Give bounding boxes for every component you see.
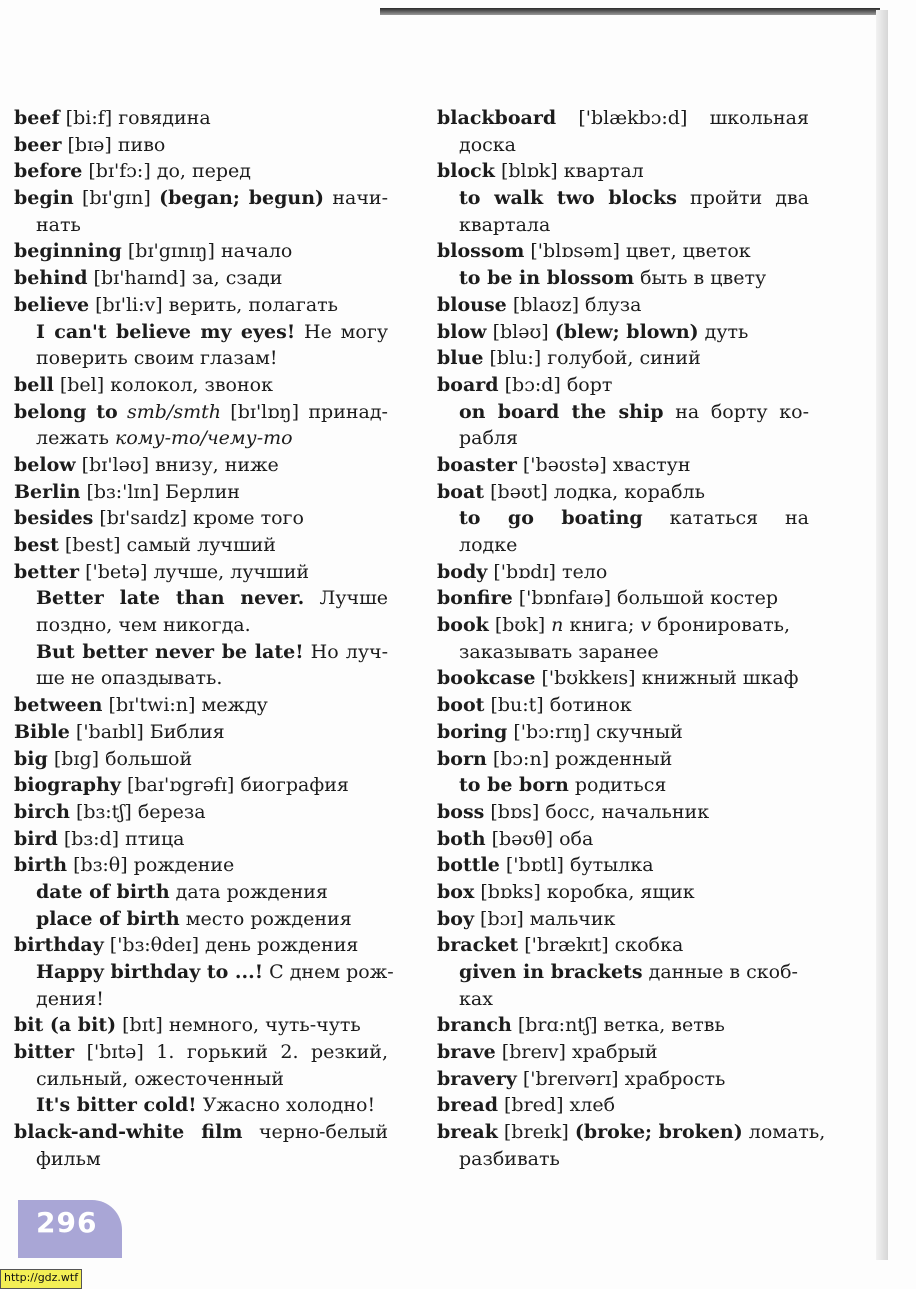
entry-text: родиться [568,774,667,797]
entry-text: [bel] колокол, звонок [53,373,273,396]
headword: boat [437,480,485,503]
headword: branch [437,1014,512,1037]
dictionary-line [437,1012,809,1039]
headword: before [14,160,83,183]
dictionary-line [14,826,388,853]
headword: (blew; blown) [554,320,699,343]
entry-text: ломать, [742,1121,826,1144]
dictionary-line [437,559,809,586]
dictionary-line [14,479,388,506]
dictionary-line [14,559,388,586]
dictionary-line [437,719,809,746]
headword: birch [14,800,70,823]
entry-text: ['bɒnfaɪə] большой костер [512,587,779,610]
headword: body [437,560,488,583]
dictionary-line [437,238,809,265]
dictionary-column-right [437,105,826,1173]
entry-text: ['bəʊstə] хвастун [516,453,691,476]
entry-text: [bəʊθ] оба [485,827,594,850]
entry-text: [blaʊz] блуза [506,293,642,316]
entry-text: [bɪ'gɪn] [73,187,160,210]
dictionary-line [14,1092,388,1119]
entry-text: данные в скоб- [642,961,798,983]
headword: bird [14,827,58,850]
entry-text: ['bɒdɪ] тело [487,560,608,583]
entry-text: Ужасно холодно! [196,1094,376,1117]
dictionary-line [437,158,809,185]
entry-text: [bɜ:d] птица [57,827,185,850]
headword: bracket [437,934,519,957]
dictionary-line [14,292,388,319]
entry-text: [bɪ'saɪdz] кроме того [93,507,304,530]
entry-text: [bɪə] пиво [61,133,166,156]
entry-text: быть в цвету [634,267,767,290]
dictionary-line [437,1066,809,1093]
dictionary-line [14,265,388,292]
headword: bottle [437,854,500,877]
headword: to be born [459,774,569,797]
headword: black-and-white film [14,1121,243,1144]
dictionary-line [437,265,809,292]
entry-text: поверить своим глазам! [36,347,278,370]
headword: better [14,560,80,583]
entry-text: [baɪ'ɒgrəfɪ] биография [120,774,349,797]
dictionary-line [437,665,809,692]
entry-text: [blɒk] квартал [494,160,644,183]
entry-text: [bɪg] большой [47,747,193,770]
entry-text: доска [459,133,516,156]
entry-text: [bləʊ] [486,320,555,343]
dictionary-line [14,719,388,746]
headword: book [437,614,489,637]
dictionary-line [437,1039,809,1066]
entry-text: ['bɔ:rɪŋ] скучный [507,720,683,743]
headword: boss [437,800,485,823]
dictionary-column-left [14,105,394,1173]
headword: blackboard [437,107,557,129]
headword: blouse [437,293,507,316]
entry-text: Но луч- [303,640,388,663]
entry-text: лодке [459,534,518,556]
dictionary-line [437,1092,809,1119]
dictionary-line [14,612,388,639]
watermark-link[interactable]: http://gdz.wtf [0,1269,82,1289]
headword: boy [437,907,474,930]
dictionary-line [14,345,388,372]
page-right-shadow [876,10,888,1260]
headword: brave [437,1041,496,1064]
dictionary-line [14,959,394,986]
dictionary-line [14,532,388,559]
dictionary-line [14,1066,388,1093]
dictionary-line [14,772,388,799]
entry-text: [bred] хлеб [497,1094,616,1117]
entry-text: С днем рож- [263,961,394,983]
headword: bravery [437,1067,517,1090]
dictionary-line [437,132,809,159]
headword: between [14,694,103,717]
dictionary-line [437,452,809,479]
entry-text: пройти два [676,187,809,210]
headword: break [437,1121,498,1144]
headword: to walk two blocks [459,187,677,210]
headword: believe [14,293,90,316]
dictionary-line [14,852,388,879]
headword: boot [437,694,485,717]
dictionary-line [14,1039,388,1066]
dictionary-line [14,105,388,132]
dictionary-line [437,692,809,719]
italic-note: кому-то/чему-то [115,427,293,450]
entry-text: нать [36,213,81,236]
italic-note: n [551,614,564,637]
entry-text: [bɒks] коробка, ящик [474,880,695,903]
headword: beef [14,107,60,129]
dictionary-line [437,585,809,612]
entry-text: [bɪ'twi:n] между [102,694,268,717]
entry-text: [bʊk] [488,614,552,637]
headword: blow [437,320,487,343]
dictionary-line [437,879,809,906]
headword: box [437,880,475,903]
entry-text: [bɜ:θ] рождение [67,854,235,877]
dictionary-line [437,852,809,879]
dictionary-line [14,639,388,666]
entry-text: ['baɪbl] Библия [69,720,225,743]
headword: blue [437,347,484,370]
entry-text: [bi:f] говядина [59,107,211,129]
entry-text: [bɜ:'lɪn] Берлин [80,480,240,503]
dictionary-line [14,585,388,612]
headword: best [14,534,59,556]
headword: beginning [14,240,122,263]
dictionary-line [14,238,388,265]
entry-text: квартала [459,213,551,236]
italic-note: smb/smth [127,400,221,423]
entry-text: [blu:] голубой, синий [483,347,701,370]
dictionary-line [14,399,388,426]
dictionary-line [437,1119,826,1146]
entry-text: [best] самый лучший [58,534,276,556]
entry-text: [breɪv] храбрый [495,1041,658,1064]
dictionary-line [14,986,388,1013]
dictionary-line [14,212,388,239]
dictionary-line [437,292,809,319]
dictionary-line [437,212,809,239]
dictionary-line [14,319,388,346]
entry-text: дата рождения [169,880,328,903]
dictionary-line [14,1146,388,1173]
entry-text: [bɪ'haɪnd] за, сзади [87,267,283,290]
entry-text: [bɪ'gɪnɪŋ] начало [121,240,293,263]
dictionary-line [14,452,388,479]
headword: Happy birthday to ...! [36,961,264,983]
entry-text: сильный, ожесточенный [36,1067,284,1090]
dictionary-line [14,1119,388,1146]
entry-text: [bɔ:n] рожденный [486,747,673,770]
dictionary-line [437,932,809,959]
entry-text: начи- [324,187,388,210]
entry-text: ['bɪtə] 1. горький 2. резкий, [74,1041,388,1064]
headword: birthday [14,934,104,957]
entry-text: [brɑ:ntʃ] ветка, ветвь [511,1014,725,1037]
entry-text: лежать [36,427,116,450]
entry-text: ['betə] лучше, лучший [79,560,310,583]
entry-text: рабля [459,427,518,450]
dictionary-line [437,612,809,639]
dictionary-line [437,746,809,773]
headword: born [437,747,487,770]
headword: belong to [14,400,118,423]
dictionary-line [437,319,809,346]
dictionary-line [437,185,809,212]
entry-text: [bɪt] немного, чуть-чуть [116,1014,361,1037]
headword: It's bitter cold! [36,1094,197,1117]
headword: boaster [437,453,517,476]
headword: Bible [14,720,70,743]
headword: big [14,747,48,770]
dictionary-line [437,799,809,826]
entry-text: [breɪk] [497,1121,575,1144]
dictionary-line [437,105,809,132]
entry-text: Не могу [295,320,388,343]
dictionary-line [437,425,809,452]
headword: (broke; broken) [574,1121,743,1144]
headword: to be in blossom [459,267,635,290]
dictionary-line [437,372,809,399]
entry-text: ше не опаздывать. [36,667,223,690]
headword: bread [437,1094,498,1117]
page-number: 296 [36,1206,98,1239]
entry-text: ['bɒtl] бутылка [499,854,654,877]
entry-text: поздно, чем никогда. [36,614,251,637]
headword: Better late than never. [36,587,305,610]
dictionary-line [14,425,388,452]
dictionary-line [14,132,388,159]
entry-text: [bɜ:tʃ] береза [69,800,206,823]
dictionary-line [14,692,388,719]
headword: boring [437,720,508,743]
headword: bookcase [437,667,536,690]
entry-text: ['bɜ:θdeɪ] день рождения [103,934,359,957]
headword: besides [14,507,94,530]
entry-text: [bɪ'lɒŋ] принад- [221,400,388,423]
dictionary-line [14,185,388,212]
entry-text: [bu:t] ботинок [484,694,632,717]
dictionary-line [14,665,388,692]
headword: both [437,827,486,850]
entry-text: [bɒs] босс, начальник [484,800,710,823]
entry-text: [bɔ:d] борт [498,373,613,396]
headword: Berlin [14,480,81,503]
dictionary-line [437,399,809,426]
headword: below [14,453,76,476]
headword: bit (a bit) [14,1014,117,1037]
dictionary-line [437,959,809,986]
headword: place of birth [36,907,180,930]
entry-text: дения! [36,987,104,1010]
entry-text: [bɔɪ] мальчик [474,907,616,930]
dictionary-line [437,479,809,506]
entry-text: ['brækɪt] скобка [518,934,684,957]
dictionary-line [14,505,388,532]
dictionary-line [14,932,388,959]
entry-text: на борту ко- [663,400,810,423]
entry-text: фильм [36,1147,101,1170]
dictionary-line [437,532,809,559]
page-top-shadow [380,8,880,15]
headword: bitter [14,1041,75,1064]
headword: beer [14,133,62,156]
dictionary-line [14,372,388,399]
headword: to go boating [459,507,643,530]
entry-text: кататься на [642,507,809,530]
dictionary-line [14,799,388,826]
dictionary-line [437,986,809,1013]
entry-text: ках [459,987,493,1010]
entry-text: заказывать заранее [459,640,659,663]
headword: I can't believe my eyes! [36,320,296,343]
headword: But better never be late! [36,640,304,663]
entry-text: дуть [698,320,749,343]
headword: blossom [437,240,525,263]
dictionary-line [437,505,809,532]
dictionary-line [437,345,809,372]
headword: biography [14,774,121,797]
dictionary-line [437,906,809,933]
entry-text: книга; [563,614,641,637]
dictionary-line [437,1146,809,1173]
headword: begin [14,187,74,210]
dictionary-line [14,879,388,906]
entry-text: ['blækbɔ:d] школьная [556,107,809,129]
dictionary-line [437,826,809,853]
headword: (began; begun) [159,187,325,210]
dictionary-line [14,746,388,773]
entry-text: бронировать, [651,614,791,637]
headword: given in brackets [459,961,643,983]
italic-note: v [640,614,652,637]
headword: bell [14,373,54,396]
entry-text: место рождения [179,907,352,930]
headword: date of birth [36,880,170,903]
entry-text: Лучше [304,587,388,610]
headword: bonfire [437,587,513,610]
entry-text: [bɪ'li:v] верить, полагать [89,293,339,316]
entry-text: [bɪ'fɔ:] до, перед [82,160,251,183]
entry-text [118,401,127,423]
entry-text: ['bʊkkeɪs] книжный шкаф [535,667,799,690]
entry-text: [bɪ'ləʊ] внизу, ниже [75,453,279,476]
entry-text: [bəʊt] лодка, корабль [484,480,705,503]
headword: block [437,160,495,183]
headword: birth [14,854,68,877]
dictionary-line [437,639,809,666]
entry-text: черно-белый [242,1121,388,1144]
dictionary-line [437,772,809,799]
entry-text: ['blɒsəm] цвет, цветок [524,240,751,263]
dictionary-line [14,158,388,185]
headword: on board the ship [459,400,664,423]
headword: board [437,373,499,396]
entry-text: ['breɪvərɪ] храбрость [516,1067,726,1090]
entry-text: разбивать [459,1147,560,1170]
dictionary-line [14,1012,388,1039]
headword: behind [14,267,88,290]
dictionary-line [14,906,388,933]
